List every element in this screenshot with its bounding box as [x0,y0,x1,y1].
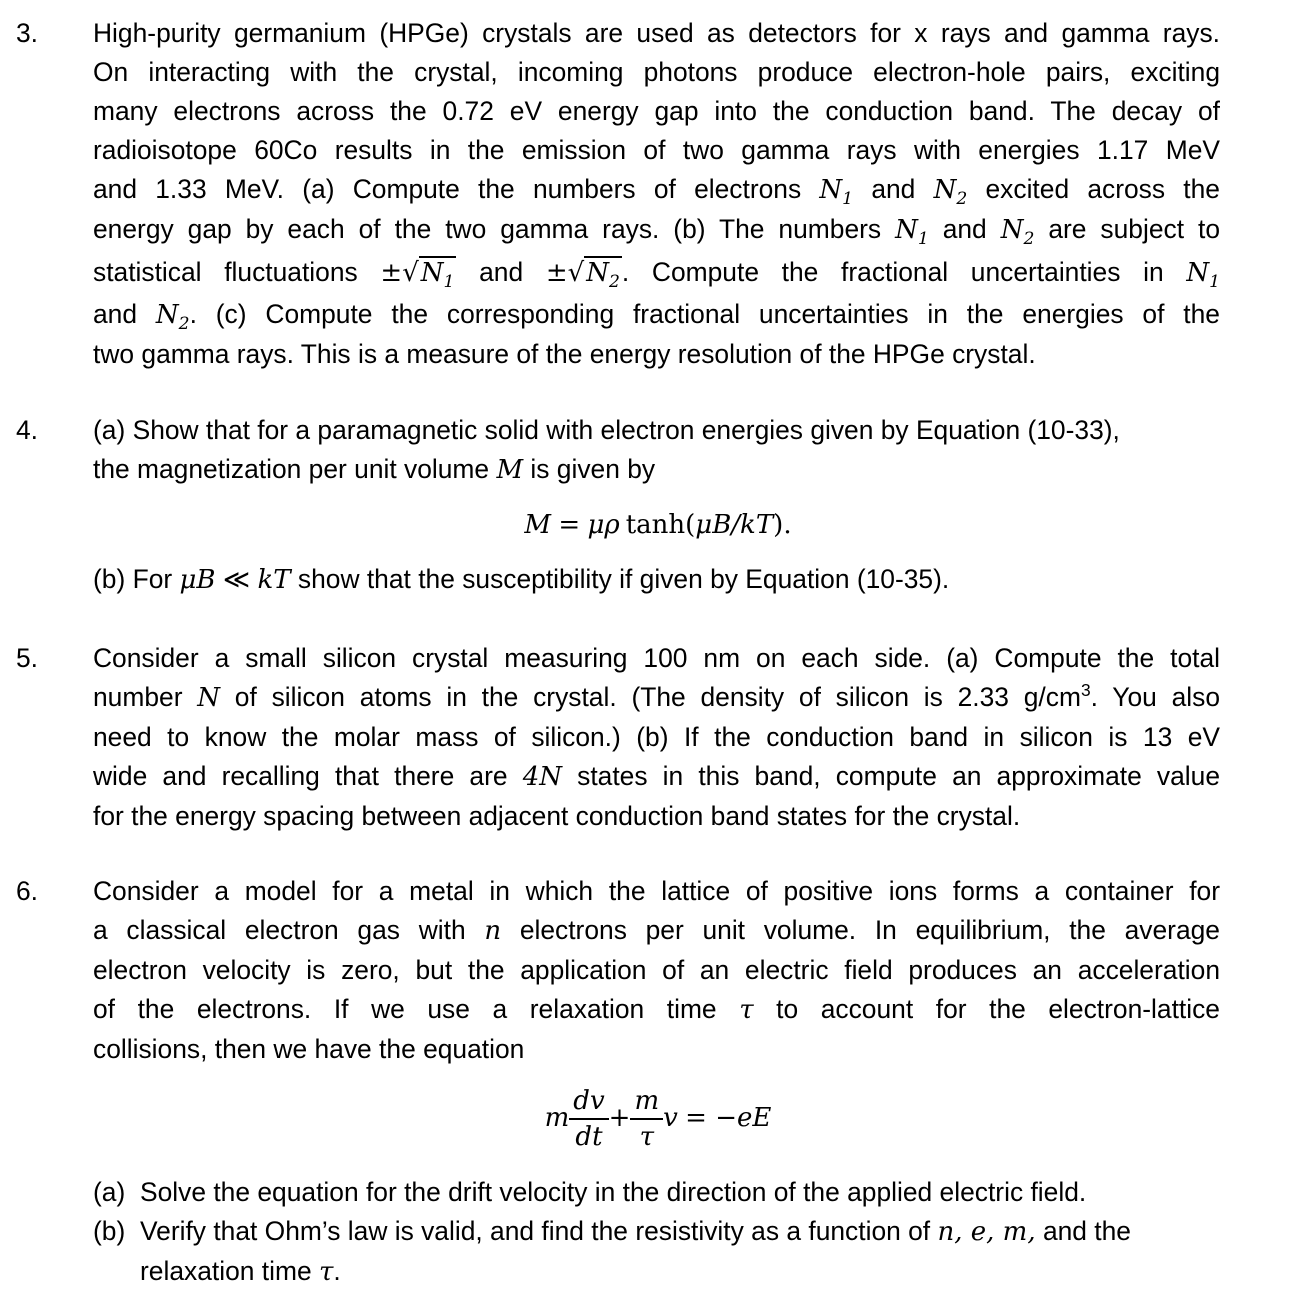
problem-number: 6. [16,876,39,906]
text-line [93,678,1220,718]
plus-minus: ± [545,258,568,288]
text-line [93,911,1220,951]
part-b [93,1212,1220,1292]
text: and [942,214,987,244]
text: excited across the [985,174,1220,204]
fraction-m-tau [630,1084,663,1154]
text: show that the susceptibility if given by Equation (10-35). [297,564,950,594]
sqrt-n2: $√N_2$ [567,258,620,293]
text-line [93,170,1220,210]
sqrt-n1: $√N_1$ [402,258,455,293]
text-line: On interacting with the crystal, incoming photons produce electron-hole pairs, exciting [93,57,1220,87]
eq-mu-rho: μρ [587,510,620,540]
text-line: Consider a small silicon crystal measuring 100 nm on each side. (a) Compute the total [93,643,1220,673]
text-line: electron velocity is zero, but the application of an electric field produces an acceleration [93,955,1220,985]
text: and [93,299,138,329]
text: of the electrons. If we use a relaxation time [93,994,717,1024]
text: number [93,682,183,712]
math-tau: τ [739,995,754,1025]
text-line: collisions, then we have the equation [93,1034,525,1064]
text: to account for the electron-lattice [776,994,1220,1024]
text: (b) For [93,564,173,594]
text: and [479,257,524,287]
math-4n: 4N [522,762,562,792]
text: . You also [1090,682,1220,712]
math-mub: μB [179,565,216,595]
eq-tanh: tanh( [625,510,696,540]
text-line: for the energy spacing between adjacent conduction band states for the crystal. [93,801,1021,831]
text: and [871,174,916,204]
math-n2: $N_2$ [155,300,190,335]
math-vars: n, e, m, [937,1217,1036,1247]
text: wide and recalling that there are [93,761,508,791]
text-line: (a) Show that for a paramagnetic solid with electron energies given by Equation (10-33), [93,415,1120,445]
problem-number: 5. [16,643,39,673]
math-n: n [484,916,502,946]
math-n2: $N_2$ [1000,215,1035,250]
text-line: need to know the molar mass of silicon.) (b) If the conduction band in silicon is 13 eV [93,722,1220,752]
text: of silicon atoms in the crystal. (The density of silicon is 2.33 g/cm [234,682,1081,712]
eq-equals: = [558,510,581,540]
eq-arg: μB/kT [695,510,774,540]
text-line: many electrons across the 0.72 eV energy gap into the conduction band. The decay of [93,96,1220,126]
text-line: High-purity germanium (HPGe) crystals are used as detectors for x rays and gamma rays. [93,18,1220,48]
eq-dv: dv [569,1084,608,1120]
superscript: 3 [1080,680,1091,701]
math-n2: $N_2$ [933,175,968,210]
text-line [93,450,1220,490]
problem-text [93,639,1220,836]
part-text: Verify that Ohm’s law is valid, and find the resistivity as a function of [140,1216,931,1246]
text: statistical fluctuations [93,257,358,287]
plus-minus: ± [380,258,403,288]
eq-plus: + [608,1102,631,1133]
text-line: Consider a model for a metal in which the lattice of positive ions forms a container for [93,876,1220,906]
text: . (c) Compute the corresponding fractional uncertainties in the energies of the [189,299,1220,329]
problem-number: 3. [16,18,39,48]
eq-m: m [544,1102,570,1133]
part-label: (b) [93,1216,126,1246]
text-line [93,210,1220,250]
text: are subject to [1048,214,1220,244]
math-n: N [197,683,221,713]
part-text: Solve the equation for the drift velocity in the direction of the applied electric field. [140,1177,1087,1207]
fraction-dv-dt [569,1084,608,1154]
problem-number: 4. [16,415,39,445]
part-text: . [333,1256,341,1286]
equation-magnetization [0,505,1316,545]
eq-v: v [663,1102,678,1133]
part-text: relaxation time [140,1256,312,1286]
text: a classical electron gas with [93,915,466,945]
math-tau: τ [318,1257,334,1287]
text: electrons per unit volume. In equilibrium, the average [519,915,1220,945]
eq-m2: m [630,1084,663,1120]
much-less-than: ≪ [222,565,251,595]
text: is given by [530,454,656,484]
problem-text [93,560,1220,600]
text: the magnetization per unit volume [93,454,490,484]
text-line [93,990,1220,1030]
problem-text [93,411,1220,490]
text-line [93,250,1220,295]
eq-lhs: M [524,510,552,540]
math-m: M [496,455,524,485]
eq-tau: τ [639,1122,654,1152]
equation-drift [0,1084,1316,1154]
text-line: radioisotope 60Co results in the emission of two gamma rays with energies 1.17 MeV [93,135,1220,165]
text-line [93,757,1220,797]
problem-6-parts [93,1173,1220,1292]
text-line: two gamma rays. This is a measure of the energy resolution of the HPGe crystal. [93,339,1036,369]
eq-end: ). [773,510,792,540]
eq-dt: dt [575,1122,603,1152]
eq-rhs: = −eE [685,1102,772,1133]
math-n1: $N_1$ [895,215,929,250]
problem-text [93,872,1220,1069]
part-label: (a) [93,1177,126,1207]
problem-text [93,14,1220,374]
text: . Compute the fractional uncertainties in [621,257,1164,287]
math-kt: kT [257,565,291,595]
text-line [93,560,1220,600]
text: and 1.33 MeV. (a) Compute the numbers of electrons [93,174,802,204]
math-n1: $N_1$ [819,175,854,210]
math-n1: $N_1$ [1186,258,1220,293]
text-line [93,295,1220,335]
text: energy gap by each of the two gamma rays. (b) The numbers [93,214,882,244]
part-a [93,1173,1220,1212]
part-text: and the [1042,1216,1131,1246]
text: states in this band, compute an approximate value [577,761,1220,791]
